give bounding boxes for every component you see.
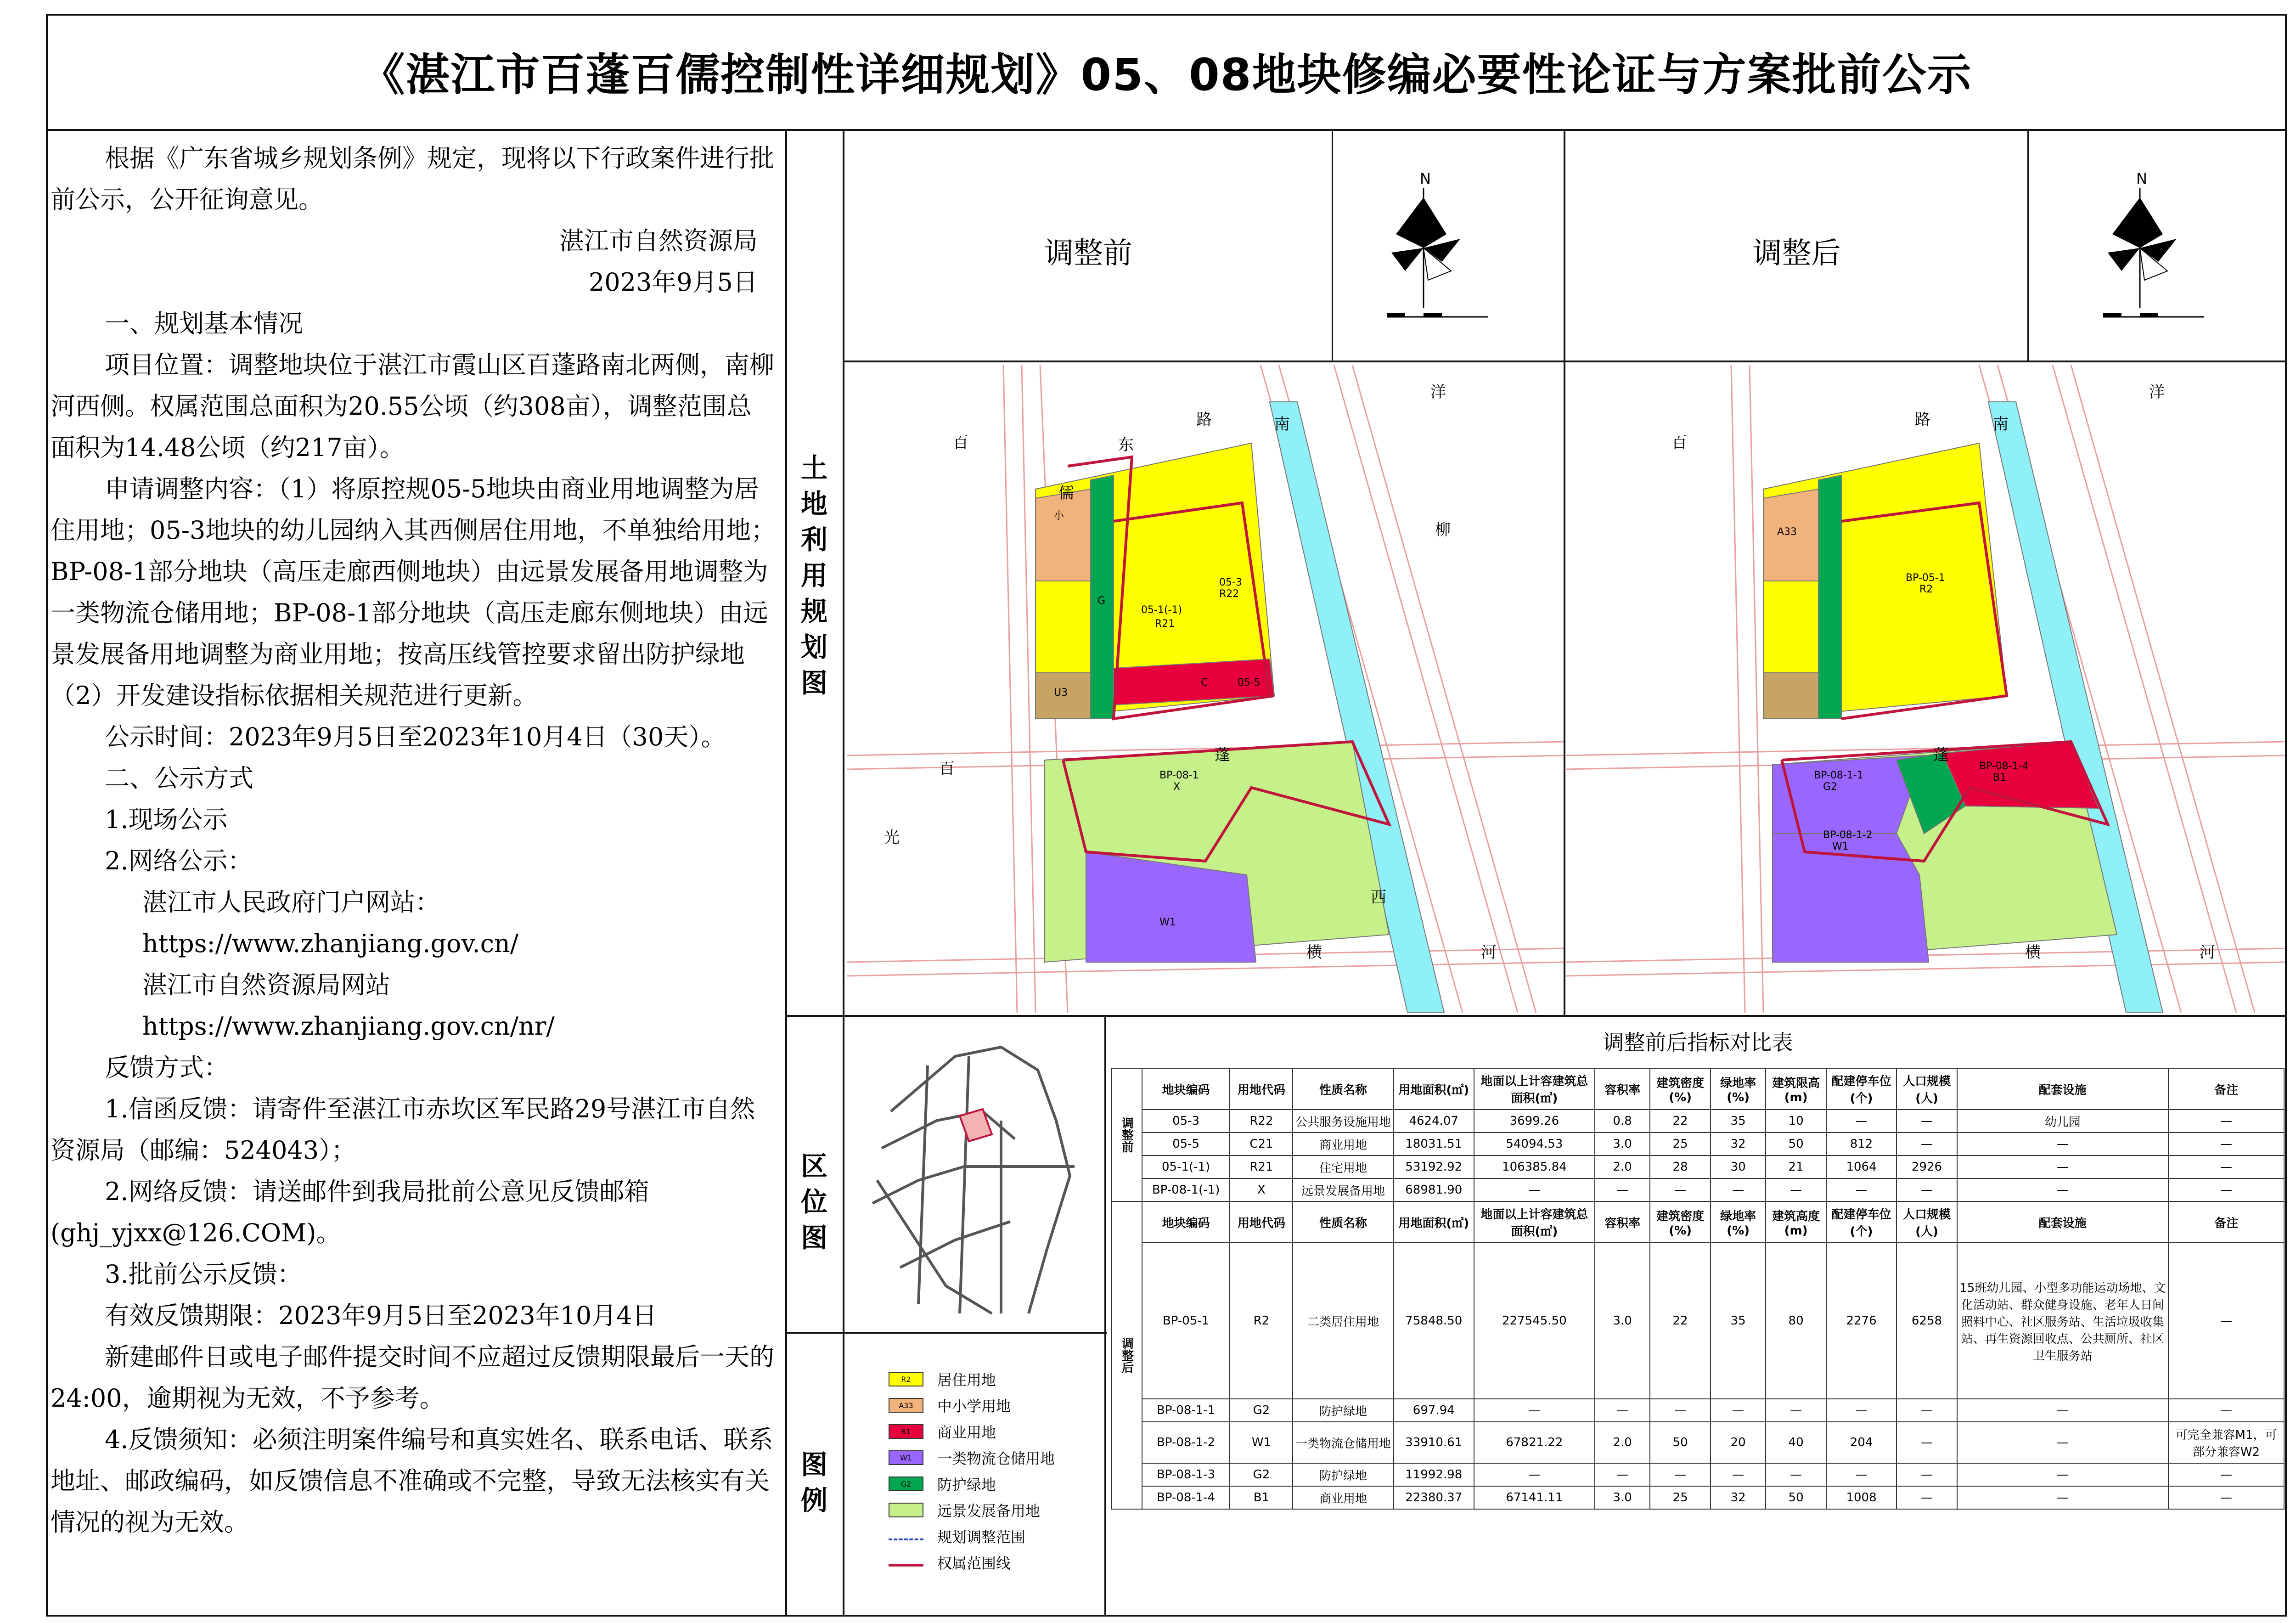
road-label-nan-after: 南 (1993, 415, 2009, 434)
table-cell: — (1650, 1178, 1710, 1201)
label-legend-text: 图例 (800, 1449, 827, 1516)
table-cell: 二类居住用地 (1293, 1243, 1393, 1399)
table-cell: 防护绿地 (1293, 1399, 1393, 1422)
legend-label: 远景发展备用地 (937, 1502, 1041, 1520)
legend-item (889, 1552, 1011, 1573)
before-title: 调整前 (1044, 237, 1132, 270)
table-cell: 1064 (1826, 1155, 1896, 1178)
table-cell: — (1826, 1399, 1896, 1422)
table-row (1112, 1133, 2284, 1155)
method-onsite: 1.现场公示 (105, 805, 228, 834)
table-cell: 22380.37 (1394, 1486, 1474, 1509)
north-arrow-after (2094, 165, 2204, 331)
table-cell: 幼儿园 (1957, 1110, 2168, 1133)
legend-label: 中小学用地 (937, 1398, 1011, 1415)
road-label-bai: 百 (953, 434, 968, 452)
table-cell: BP-08-1-4 (1142, 1486, 1230, 1509)
table-header-cell: 建筑密度(%) (1650, 1201, 1710, 1243)
comparison-table-area (1111, 1017, 2285, 1506)
table-cell: 2276 (1826, 1243, 1896, 1399)
road-label-yang-after: 洋 (2149, 383, 2165, 401)
comparison-table (1111, 1068, 2285, 1510)
table-header-cell: 性质名称 (1293, 1068, 1393, 1110)
legend-item (889, 1447, 1055, 1468)
label-r2: R2 (1919, 584, 1933, 595)
legend-label: 商业用地 (937, 1424, 996, 1441)
table-cell: — (1595, 1399, 1650, 1422)
table-header-cell: 容积率 (1595, 1201, 1650, 1243)
feedback-notice: 4.反馈须知：必须注明案件编号和真实姓名、联系电话、联系地址、邮政编码，如反馈信息不准确或不完整，导致无法核实有关情况的视为无效。 (51, 1425, 773, 1537)
table-cell: — (1595, 1463, 1650, 1486)
table-cell: 35 (1711, 1243, 1766, 1399)
table-cell: W1 (1230, 1422, 1293, 1463)
table-header-cell: 人口规模(人) (1896, 1068, 1957, 1110)
table-cell: 1008 (1826, 1486, 1896, 1509)
table-row (1112, 1178, 2284, 1201)
table-cell: G2 (1230, 1463, 1293, 1486)
after-title: 调整后 (1752, 237, 1841, 270)
table-cell: — (1957, 1486, 2168, 1509)
label-location-text: 区位图 (800, 1150, 827, 1253)
table-cell: 50 (1650, 1422, 1710, 1463)
notice-issuer: 湛江市自然资源局 (559, 226, 758, 255)
label-g2: G2 (1823, 781, 1838, 793)
label-legend (798, 1447, 830, 1518)
road-label-nan: 南 (1274, 415, 1290, 434)
legend-label: 居住用地 (937, 1371, 996, 1389)
table-header-cell: 绿地率(%) (1711, 1068, 1766, 1110)
table-cell: — (1957, 1133, 2168, 1155)
table-cell: 68981.90 (1394, 1178, 1474, 1201)
table-cell: — (1474, 1178, 1595, 1201)
north-arrow-before (1378, 165, 1488, 331)
table-cell: 25 (1650, 1133, 1710, 1155)
table-cell: 67821.22 (1474, 1422, 1595, 1463)
table-cell: 防护绿地 (1293, 1463, 1393, 1486)
label-bp05: BP-05-1 (1906, 572, 1945, 584)
divider-left (785, 131, 787, 1617)
site-1-name: 湛江市人民政府门户网站： (142, 888, 440, 917)
table-cell: — (2168, 1243, 2284, 1399)
label-u3: U3 (1054, 687, 1068, 699)
table-cell: — (2168, 1110, 2284, 1133)
notice-period: 公示时间：2023年9月5日至2023年10月4日（30天）。 (105, 722, 726, 751)
method-online: 2.网络公示： (105, 846, 253, 875)
legend-label: 一类物流仓储用地 (937, 1450, 1055, 1467)
table-row (1112, 1422, 2284, 1463)
table-cell: 28 (1650, 1155, 1710, 1178)
table-cell: — (1957, 1422, 2168, 1463)
table-cell: 可完全兼容M1，可部分兼容W2 (2168, 1422, 2284, 1463)
legend-item (889, 1395, 1011, 1416)
table-cell: 32 (1711, 1133, 1766, 1155)
label-w1: W1 (1159, 917, 1176, 928)
table-cell: 67141.11 (1474, 1486, 1595, 1509)
table-cell: 一类物流仓储用地 (1293, 1422, 1393, 1463)
legend-swatch: A33 (889, 1398, 923, 1413)
project-location: 项目位置：调整地块位于湛江市霞山区百蓬路南北两侧，南柳河西侧。权属范围总面积为20.55公顷（约308亩），调整范围总面积为14.48公顷（约217亩）。 (51, 350, 774, 462)
parcel-green-after (1818, 475, 1841, 719)
table-cell: 3699.26 (1474, 1110, 1595, 1133)
table-cell: 2926 (1896, 1155, 1957, 1178)
table-cell: 05-5 (1142, 1133, 1230, 1155)
table-cell: BP-05-1 (1142, 1243, 1230, 1399)
label-bp0812: BP-08-1-2 (1823, 829, 1873, 841)
feedback-pre: 3.批前公示反馈： (105, 1260, 302, 1289)
table-cell: 05-3 (1142, 1110, 1230, 1133)
road-label-he-after: 河 (2200, 943, 2215, 962)
table-cell: BP-08-1-2 (1142, 1422, 1230, 1463)
legend-item (889, 1473, 996, 1494)
legend-swatch (889, 1503, 923, 1517)
table-cell: 40 (1766, 1422, 1826, 1463)
table-header-row (1112, 1201, 2284, 1243)
table-cell: — (1826, 1178, 1896, 1201)
table-cell: — (1711, 1399, 1766, 1422)
table-cell: — (1896, 1422, 1957, 1463)
road-label-bai-2: 百 (939, 760, 955, 778)
table-cell: B1 (1230, 1486, 1293, 1509)
table-cell: — (1896, 1486, 1957, 1509)
legend-swatch (889, 1532, 923, 1540)
label-bp: BP-08-1 (1159, 770, 1199, 781)
road-label-peng-after: 蓬 (1933, 746, 1949, 764)
table-header-cell: 地块编码 (1142, 1201, 1230, 1243)
table-header-cell: 配套设施 (1957, 1068, 2168, 1110)
table-cell: — (1474, 1463, 1595, 1486)
table-cell: — (1595, 1178, 1650, 1201)
label-w1-after: W1 (1832, 841, 1849, 852)
table-header-cell: 配建停车位(个) (1826, 1201, 1896, 1243)
table-cell: 10 (1766, 1110, 1826, 1133)
table-cell: — (1766, 1399, 1826, 1422)
table-cell: 6258 (1896, 1243, 1957, 1399)
feedback-heading: 反馈方式： (105, 1053, 229, 1082)
legend-label: 权属范围线 (937, 1555, 1011, 1572)
table-cell: X (1230, 1178, 1293, 1201)
label-location (798, 1148, 830, 1256)
notice-date: 2023年9月5日 (588, 268, 758, 297)
table-cell: — (2168, 1399, 2284, 1422)
table-cell: — (1766, 1463, 1826, 1486)
table-cell: — (2168, 1463, 2284, 1486)
table-row (1112, 1243, 2284, 1399)
table-header-cell: 性质名称 (1293, 1201, 1393, 1243)
table-cell: 3.0 (1595, 1486, 1650, 1509)
table-cell: 18031.51 (1394, 1133, 1474, 1155)
table-cell: — (2168, 1486, 2284, 1509)
legend-swatch: W1 (889, 1450, 923, 1465)
table-cell: 2.0 (1595, 1422, 1650, 1463)
table-cell: G2 (1230, 1399, 1293, 1422)
table-cell: 2.0 (1595, 1155, 1650, 1178)
legend-label: 防护绿地 (937, 1476, 996, 1493)
road-label-yang: 洋 (1430, 383, 1446, 401)
table-cell: — (1474, 1399, 1595, 1422)
divider-middle (785, 1015, 2287, 1017)
site-2-name: 湛江市自然资源局网站 (142, 970, 390, 999)
table-cell: — (1766, 1178, 1826, 1201)
label-b1: B1 (1993, 772, 2007, 783)
table-cell: — (2168, 1155, 2284, 1178)
table-cell: 80 (1766, 1243, 1826, 1399)
table-group-label: 调整前 (1112, 1068, 1142, 1201)
legend-item (889, 1369, 996, 1390)
table-header-cell: 备注 (2168, 1068, 2284, 1110)
road-label-heng-after: 横 (2025, 943, 2041, 962)
label-g: G (1097, 595, 1106, 607)
feedback-mail: 1.信函反馈：请寄件至湛江市赤坎区军民路29号湛江市自然资源局（邮编：524043）； (51, 1094, 755, 1165)
adjustment-content: 申请调整内容：（1）将原控规05-5地块由商业用地调整为居住用地；05-3地块的幼儿园纳入其西侧居住用地，不单独给用地；BP-08-1部分地块（高压走廊西侧地块）由远景发展备用地调整为一类物流仓储用地；BP-08-1部分地块（高压走廊东侧地块）由远景发展备用地调整为商业用地；按高压线管控要求留出防护绿地（2）开发建设指标依据相关规范进行更新。 (51, 474, 776, 710)
table-cell: — (1896, 1463, 1957, 1486)
legend-item (889, 1526, 1025, 1547)
parcel-school (1035, 489, 1091, 581)
divider-maps (1564, 131, 1565, 1015)
road-label-lu-after: 路 (1915, 411, 1930, 429)
table-cell: C21 (1230, 1133, 1293, 1155)
table-cell: — (1896, 1133, 1957, 1155)
label-05-5: 05-5 (1238, 677, 1261, 688)
legend-swatch (889, 1558, 923, 1567)
table-row (1112, 1110, 2284, 1133)
map-before (847, 365, 1564, 1013)
table-cell: 商业用地 (1293, 1133, 1393, 1155)
table-header-cell: 用地代码 (1230, 1068, 1293, 1110)
table-cell: — (1896, 1110, 1957, 1133)
table-cell: — (1957, 1399, 2168, 1422)
table-header-cell: 建筑密度(%) (1650, 1068, 1710, 1110)
feedback-deadline: 有效反馈期限：2023年9月5日至2023年10月4日 (105, 1301, 657, 1330)
table-cell: 住宅用地 (1293, 1155, 1393, 1178)
north-letter-before: N (1420, 170, 1431, 187)
label-05-1: 05-1(-1) (1141, 604, 1182, 616)
table-header-cell: 用地面积(㎡) (1394, 1068, 1474, 1110)
table-title: 调整前后指标对比表 (1603, 1030, 1793, 1055)
road-label-heng: 横 (1306, 943, 1322, 962)
table-cell: 22 (1650, 1243, 1710, 1399)
table-header-cell: 用地面积(㎡) (1394, 1201, 1474, 1243)
feedback-rule: 新建邮件日或电子邮件提交时间不应超过反馈期限最后一天的24:00，逾期视为无效，不予参考。 (51, 1342, 774, 1413)
table-cell: 11992.98 (1394, 1463, 1474, 1486)
label-x: X (1173, 781, 1181, 793)
table-cell: 50 (1766, 1133, 1826, 1155)
road-label-peng: 蓬 (1215, 746, 1230, 764)
table-cell: 53192.92 (1394, 1155, 1474, 1178)
notice-text (51, 138, 776, 1612)
table-cell: BP-08-1-1 (1142, 1399, 1230, 1422)
table-header-cell: 配建停车位(个) (1826, 1068, 1896, 1110)
table-cell: — (2168, 1178, 2284, 1201)
road-label-dong: 东 (1118, 436, 1134, 454)
table-cell: 54094.53 (1474, 1133, 1595, 1155)
table-cell: 3.0 (1595, 1243, 1650, 1399)
label-bp0814: BP-08-1-4 (1979, 761, 2029, 772)
label-r22: R22 (1219, 588, 1239, 600)
label-c: C (1201, 677, 1208, 688)
table-group-label: 调整后 (1112, 1201, 1142, 1509)
table-header-row (1112, 1068, 2284, 1110)
label-r21: R21 (1155, 618, 1175, 630)
table-header-cell: 备注 (2168, 1201, 2284, 1243)
north-letter-after: N (2136, 170, 2147, 187)
table-cell: — (1826, 1463, 1896, 1486)
table-cell: — (1711, 1178, 1766, 1201)
table-cell: — (1711, 1463, 1766, 1486)
table-header-cell: 建筑限高(m) (1766, 1068, 1826, 1110)
road-label-xi: 西 (1371, 888, 1386, 907)
table-cell: — (1957, 1155, 2168, 1178)
table-cell: 21 (1766, 1155, 1826, 1178)
label-landuse (798, 450, 830, 701)
table-cell: 商业用地 (1293, 1486, 1393, 1509)
road-label-guang: 光 (884, 828, 900, 847)
table-cell: R22 (1230, 1110, 1293, 1133)
table-header-cell: 人口规模(人) (1896, 1201, 1957, 1243)
table-header-cell: 地块编码 (1142, 1068, 1230, 1110)
notice-intro: 根据《广东省城乡规划条例》规定，现将以下行政案件进行批前公示，公开征询意见。 (51, 144, 774, 214)
table-header-cell: 容积率 (1595, 1068, 1650, 1110)
section-1-heading: 一、规划基本情况 (105, 309, 303, 338)
site-2-url[interactable]: https://www.zhanjiang.gov.cn/nr/ (142, 1012, 555, 1041)
table-cell: 75848.50 (1394, 1243, 1474, 1399)
table-header-cell: 地面以上计容建筑总面积(㎡) (1474, 1201, 1595, 1243)
table-cell: 22 (1650, 1110, 1710, 1133)
table-header-cell: 建筑高度(m) (1766, 1201, 1826, 1243)
divider-labels (843, 131, 844, 1617)
table-cell: 227545.50 (1474, 1243, 1595, 1399)
label-05-3: 05-3 (1219, 577, 1242, 588)
table-cell: 697.94 (1394, 1399, 1474, 1422)
table-cell: 50 (1766, 1486, 1826, 1509)
legend-item (889, 1421, 996, 1442)
legend-swatch: G2 (889, 1476, 923, 1491)
table-cell: 05-1(-1) (1142, 1155, 1230, 1178)
table-cell: 公共服务设施用地 (1293, 1110, 1393, 1133)
road-label-bai-after: 百 (1671, 434, 1687, 452)
table-cell: 30 (1711, 1155, 1766, 1178)
table-row (1112, 1155, 2284, 1178)
divider-legend (785, 1332, 1107, 1334)
divider-locmap (1104, 1015, 1106, 1617)
road-label-lu: 路 (1196, 411, 1212, 429)
legend-swatch: B1 (889, 1424, 923, 1439)
label-a33: A33 (1777, 526, 1797, 538)
legend-label: 规划调整范围 (937, 1528, 1026, 1546)
table-cell: — (1826, 1110, 1896, 1133)
table-cell: 3.0 (1595, 1133, 1650, 1155)
section-2-heading: 二、公示方式 (105, 764, 253, 793)
table-row (1112, 1486, 2284, 1509)
table-cell: 远景发展备用地 (1293, 1178, 1393, 1201)
table-cell: 812 (1826, 1133, 1896, 1155)
road-label-he: 河 (1481, 943, 1497, 962)
divider-map-header (843, 361, 2287, 362)
table-header-cell: 绿地率(%) (1711, 1201, 1766, 1243)
road-label-ru: 儒 (1058, 484, 1074, 502)
label-landuse-text: 土地利用规划图 (800, 452, 827, 699)
table-cell: R2 (1230, 1243, 1293, 1399)
table-cell: 106385.84 (1474, 1155, 1595, 1178)
legend-swatch: R2 (889, 1372, 923, 1386)
table-cell: 4624.07 (1394, 1110, 1474, 1133)
legend-item (889, 1499, 1040, 1521)
table-cell: — (1896, 1399, 1957, 1422)
label-bp0811: BP-08-1-1 (1814, 770, 1863, 781)
site-1-url[interactable]: https://www.zhanjiang.gov.cn/ (142, 929, 518, 958)
table-cell: BP-08-1(-1) (1142, 1178, 1230, 1201)
table-cell: — (1957, 1178, 2168, 1201)
label-xiao: 小 (1054, 510, 1064, 522)
table-header-cell: 配套设施 (1957, 1201, 2168, 1243)
table-header-cell: 地面以上计容建筑总面积(㎡) (1474, 1068, 1595, 1110)
table-cell: — (1650, 1463, 1710, 1486)
table-cell: 15班幼儿园、小型多功能运动场地、文化活动站、群众健身设施、老年人日间照料中心、社区服务站、生活垃圾收集站、再生资源回收点、公共厕所、社区卫生服务站 (1957, 1243, 2168, 1399)
table-cell: 35 (1711, 1110, 1766, 1133)
table-row (1112, 1399, 2284, 1422)
table-cell: — (1650, 1399, 1710, 1422)
table-cell: 25 (1650, 1486, 1710, 1509)
divider-north-after (2027, 131, 2029, 361)
table-header-cell: 用地代码 (1230, 1201, 1293, 1243)
table-cell: — (2168, 1133, 2284, 1155)
road-label-liu: 柳 (1435, 521, 1451, 539)
table-cell: 20 (1711, 1422, 1766, 1463)
table-cell: BP-08-1-3 (1142, 1463, 1230, 1486)
table-cell: 0.8 (1595, 1110, 1650, 1133)
map-after (1566, 365, 2285, 1013)
table-cell: 32 (1711, 1486, 1766, 1509)
table-cell: R21 (1230, 1155, 1293, 1178)
feedback-email: 2.网络反馈：请送邮件到我局批前公意见反馈邮箱(ghj_yjxx@126.COM)。 (51, 1177, 649, 1247)
table-cell: 204 (1826, 1422, 1896, 1463)
table-cell: — (1896, 1178, 1957, 1201)
table-row (1112, 1463, 2284, 1486)
table-cell: — (1957, 1463, 2168, 1486)
table-cell: 33910.61 (1394, 1422, 1474, 1463)
location-map (863, 1029, 1093, 1323)
divider-north-before (1332, 131, 1333, 361)
page-title: 《湛江市百蓬百儒控制性详细规划》05、08地块修编必要性论证与方案批前公示 (360, 49, 1972, 101)
